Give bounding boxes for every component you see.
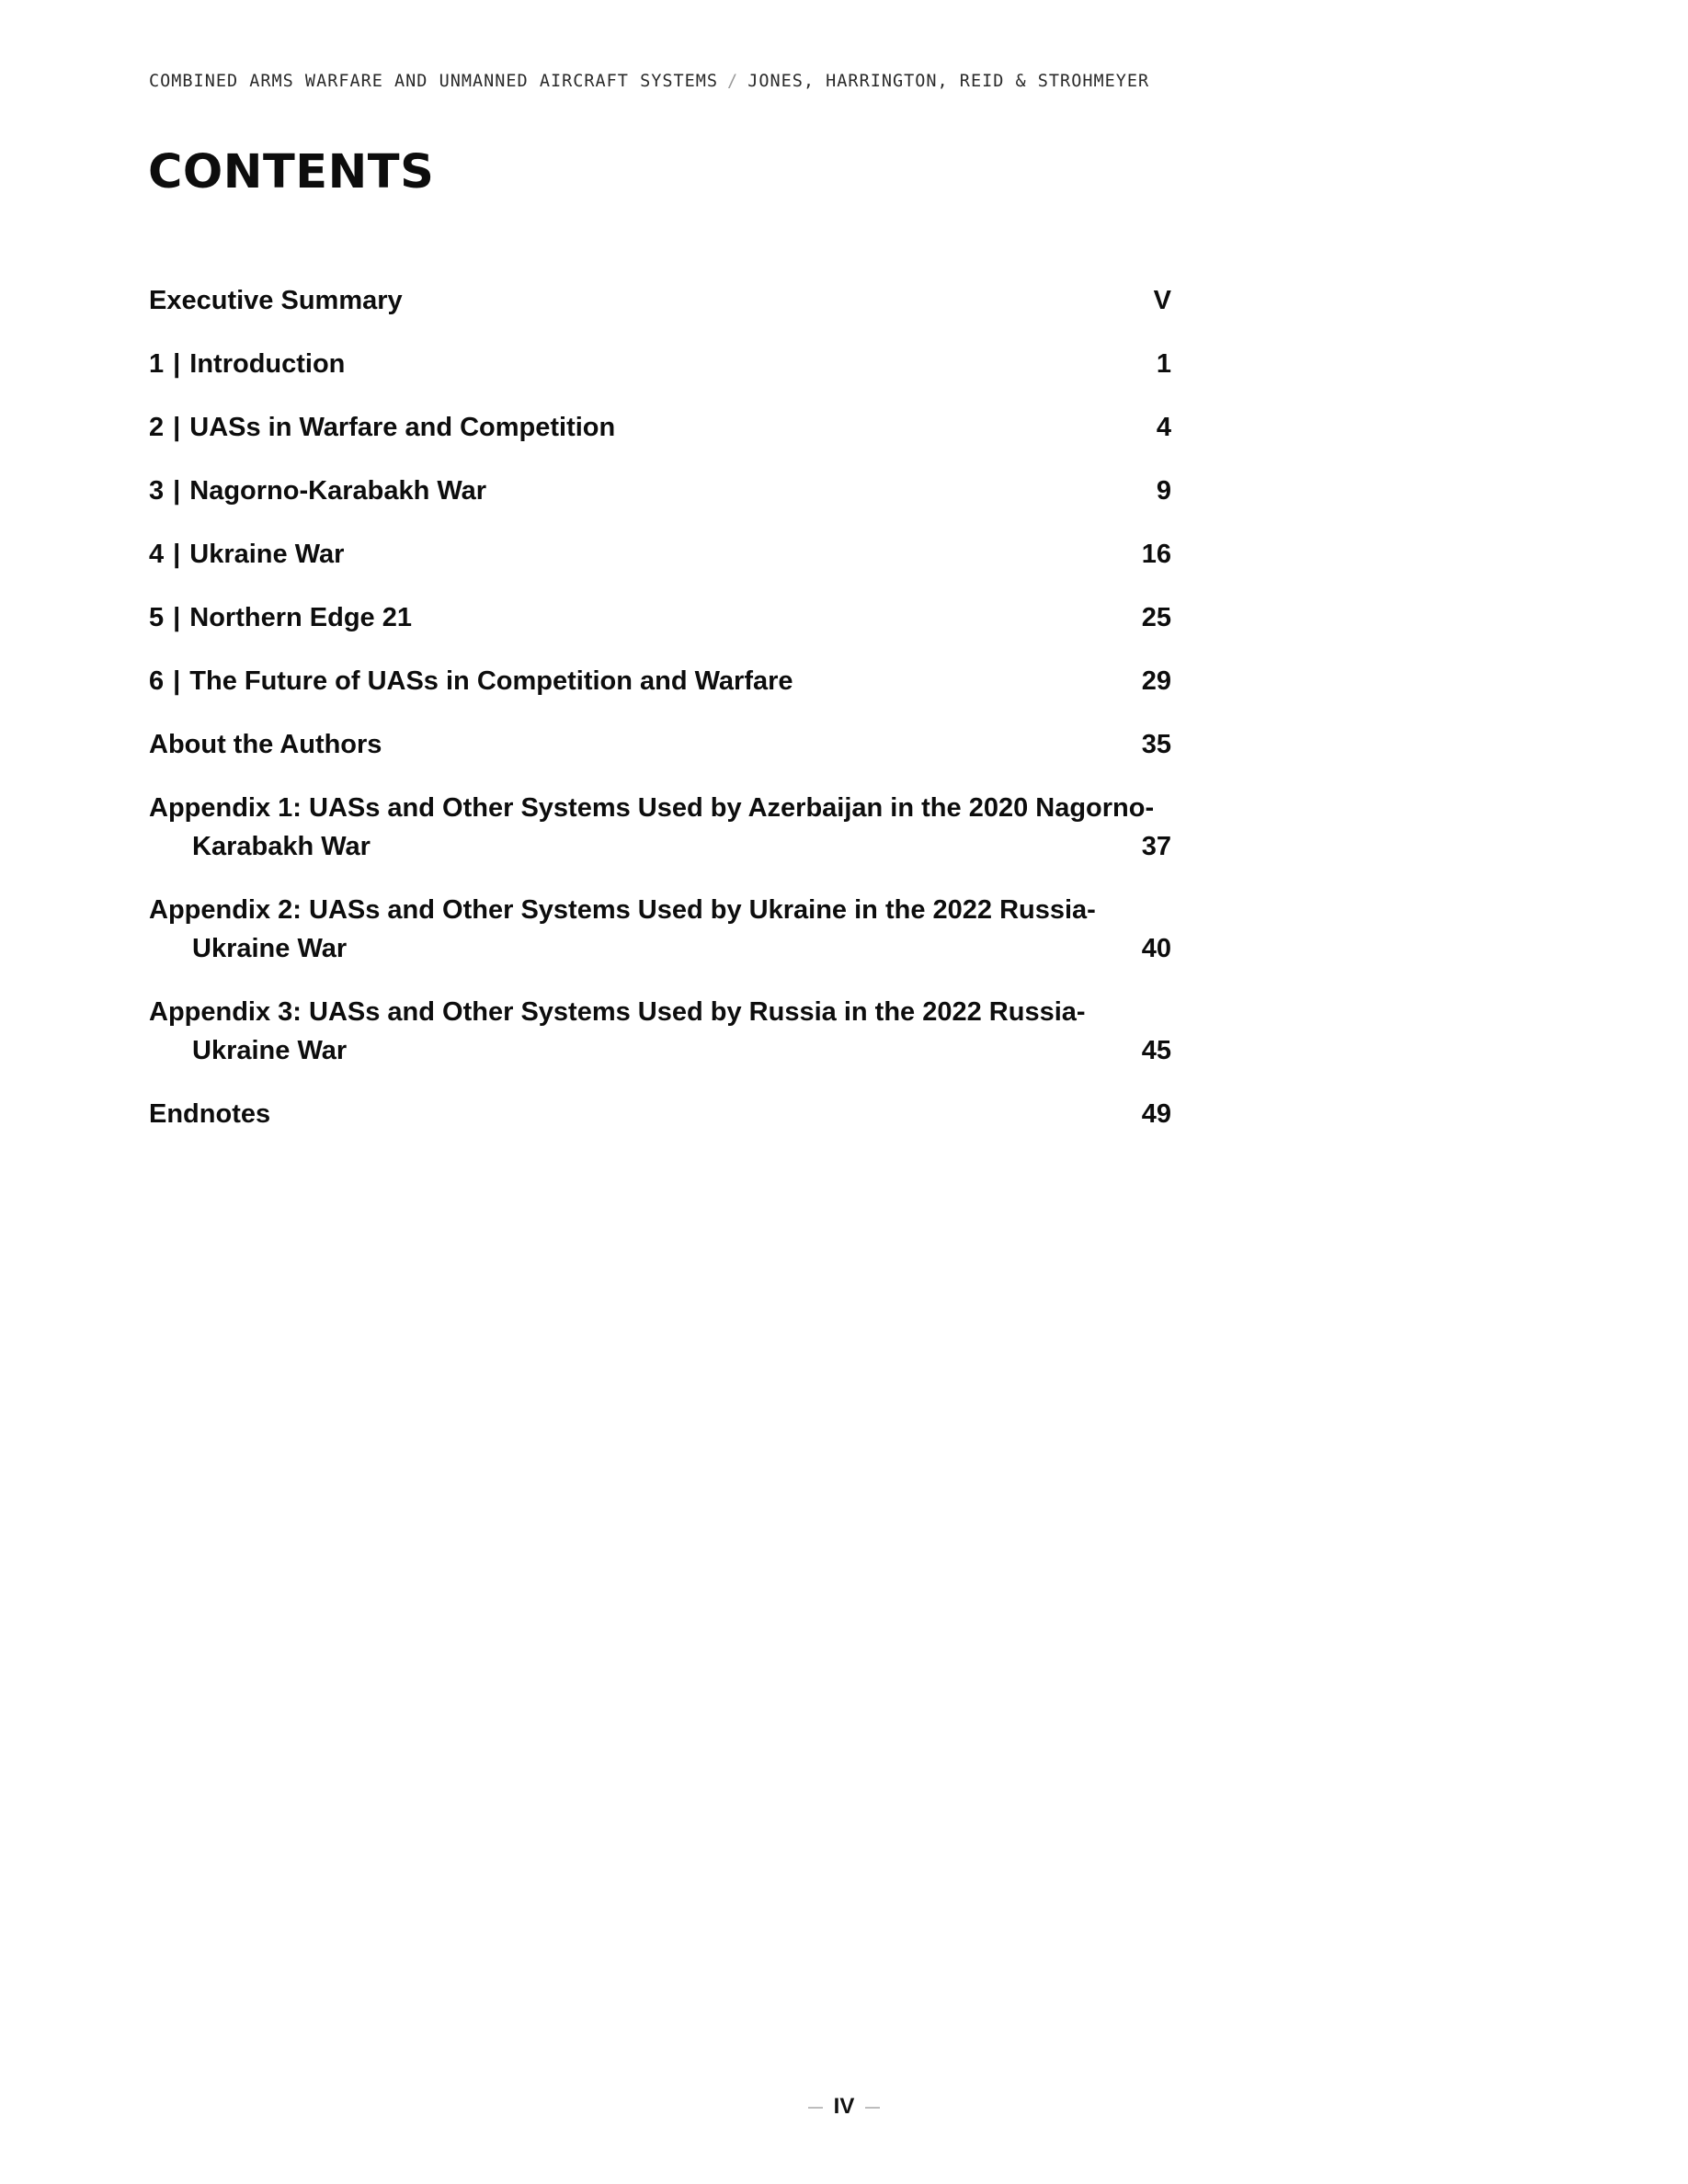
toc-entry[interactable] <box>149 408 1171 447</box>
toc-entry-title <box>149 725 1078 764</box>
toc-entry-label: The Future of UASs in Competition and Warfare <box>189 666 793 696</box>
toc-entry[interactable] <box>149 891 1171 968</box>
table-of-contents <box>149 281 1171 1158</box>
toc-entry[interactable] <box>149 345 1171 383</box>
toc-entry-page-number: 1 <box>1156 349 1171 379</box>
toc-entry-page-number: 49 <box>1141 1099 1171 1129</box>
toc-entry[interactable] <box>149 535 1171 574</box>
toc-entry-page-number: 29 <box>1141 666 1171 696</box>
toc-entry-title <box>149 662 1078 700</box>
toc-entry[interactable] <box>149 472 1171 510</box>
footer-dash-right <box>865 2107 880 2109</box>
toc-entry-page-number: 37 <box>1141 832 1171 861</box>
toc-number-separator: | <box>173 349 181 379</box>
toc-entry-number: 1 <box>149 349 165 379</box>
toc-entry-label: Appendix 2: UASs and Other Systems Used by Ukraine in the 2022 Russia- <box>149 895 1096 925</box>
toc-entry-label: Ukraine War <box>189 540 345 569</box>
toc-entry-label-continued: Ukraine War <box>192 1036 348 1065</box>
toc-entry-title <box>149 1095 1078 1133</box>
running-header <box>149 72 1149 91</box>
toc-number-separator: | <box>173 603 181 632</box>
toc-entry-label: Appendix 3: UASs and Other Systems Used by Russia in the 2022 Russia- <box>149 997 1086 1027</box>
toc-entry-label: Northern Edge 21 <box>189 603 412 632</box>
toc-entry-title <box>149 281 1078 320</box>
toc-entry[interactable] <box>149 1095 1171 1133</box>
toc-entry-title <box>149 535 1078 574</box>
toc-entry-number: 5 <box>149 603 165 632</box>
toc-entry-page-number: 9 <box>1156 476 1171 506</box>
toc-entry[interactable] <box>149 662 1171 700</box>
header-separator: / <box>727 72 739 91</box>
toc-entry-number: 2 <box>149 413 165 442</box>
page-footer <box>0 2094 1688 2120</box>
toc-number-separator: | <box>173 413 181 442</box>
report-authors: JONES, HARRINGTON, REID & STROHMEYER <box>747 72 1150 91</box>
toc-entry-label-continued: Ukraine War <box>192 934 348 963</box>
toc-entry-label: Endnotes <box>149 1099 271 1129</box>
toc-entry-title <box>149 789 1155 866</box>
toc-entry-page-number: 45 <box>1141 1036 1171 1065</box>
toc-entry-number: 6 <box>149 666 165 696</box>
toc-entry[interactable] <box>149 725 1171 764</box>
toc-entry-page-number: 35 <box>1141 730 1171 759</box>
toc-number-separator: | <box>173 540 181 569</box>
toc-entry-label: Appendix 1: UASs and Other Systems Used by Azerbaijan in the 2020 Nagorno- <box>149 793 1155 823</box>
toc-entry-title <box>149 408 1078 447</box>
toc-entry-label: Introduction <box>189 349 346 379</box>
toc-entry-title <box>149 993 1086 1070</box>
toc-entry-title <box>149 891 1096 968</box>
toc-entry-number: 3 <box>149 476 165 506</box>
toc-entry[interactable] <box>149 281 1171 320</box>
report-title: COMBINED ARMS WARFARE AND UNMANNED AIRCRAFT SYSTEMS <box>149 72 719 91</box>
toc-entry-page-number: 16 <box>1141 540 1171 569</box>
footer-page-number: IV <box>833 2094 855 2119</box>
page-title: CONTENTS <box>148 145 435 199</box>
toc-entry[interactable] <box>149 993 1171 1070</box>
toc-entry-page-number: 40 <box>1141 934 1171 963</box>
toc-entry-number: 4 <box>149 540 165 569</box>
toc-number-separator: | <box>173 476 181 506</box>
toc-entry-title <box>149 598 1078 637</box>
toc-entry-title <box>149 345 1078 383</box>
toc-entry-title <box>149 472 1078 510</box>
toc-entry-page-number: 25 <box>1141 603 1171 632</box>
toc-entry-label: Nagorno-Karabakh War <box>189 476 487 506</box>
toc-entry-label: About the Authors <box>149 730 382 759</box>
toc-entry-label: Executive Summary <box>149 286 403 315</box>
toc-entry-page-number: 4 <box>1156 413 1171 442</box>
toc-entry-label-continued: Karabakh War <box>192 832 371 861</box>
toc-entry[interactable] <box>149 598 1171 637</box>
toc-entry-label: UASs in Warfare and Competition <box>189 413 616 442</box>
footer-dash-left <box>808 2107 823 2109</box>
toc-number-separator: | <box>173 666 181 696</box>
toc-entry[interactable] <box>149 789 1171 866</box>
toc-entry-page-number: V <box>1153 286 1171 315</box>
